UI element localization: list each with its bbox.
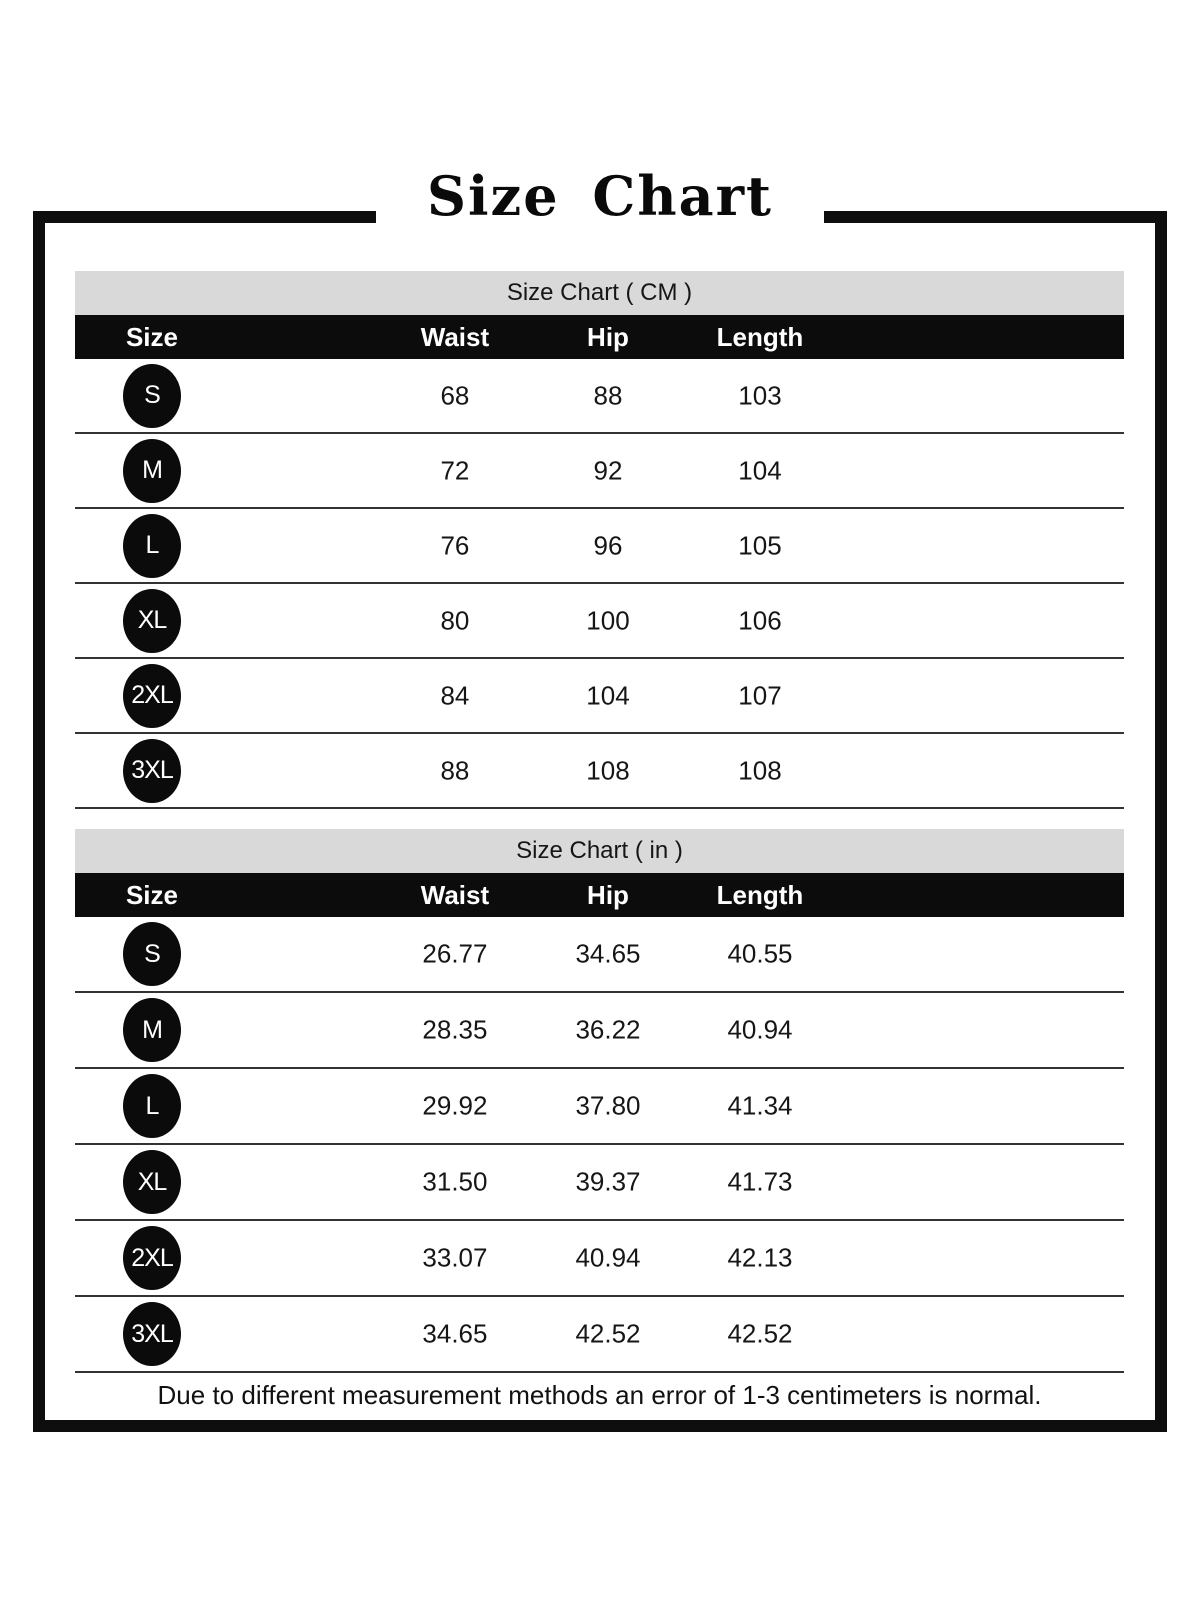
table-row — [75, 434, 1124, 509]
waist-value: 28.35 — [422, 1014, 488, 1045]
waist-value: 29.92 — [422, 1090, 488, 1121]
length-value: 108 — [738, 755, 782, 785]
table-row — [75, 659, 1124, 734]
table-row — [75, 993, 1124, 1069]
table-row — [75, 359, 1124, 434]
length-value: 107 — [738, 680, 782, 710]
waist-value: 33.07 — [422, 1242, 488, 1273]
waist-value: 76 — [440, 530, 470, 560]
column-header-waist: Waist — [420, 321, 490, 352]
hip-value: 96 — [593, 530, 623, 560]
length-value: 106 — [738, 605, 782, 635]
table-row — [75, 734, 1124, 809]
table-row — [75, 584, 1124, 659]
table-row — [75, 1069, 1124, 1145]
table-row — [75, 1297, 1124, 1373]
table-title-in: Size Chart ( in ) — [75, 829, 1124, 873]
size-badge: L — [123, 1074, 181, 1138]
length-value: 40.55 — [727, 938, 793, 969]
length-value: 40.94 — [727, 1014, 793, 1045]
column-header-hip: Hip — [587, 321, 629, 352]
hip-value: 36.22 — [575, 1014, 641, 1045]
size-badge: XL — [123, 589, 181, 653]
hip-value: 104 — [586, 680, 630, 710]
column-header-size: Size — [125, 321, 178, 352]
size-badge: 3XL — [123, 1302, 181, 1366]
hip-value: 40.94 — [575, 1242, 641, 1273]
column-header-length: Length — [716, 321, 804, 352]
size-badge: L — [123, 514, 181, 578]
table-header-cm — [75, 315, 1124, 359]
waist-value: 26.77 — [422, 938, 488, 969]
table-title-cm: Size Chart ( CM ) — [75, 271, 1124, 315]
length-value: 41.34 — [727, 1090, 793, 1121]
footer-note: Due to different measurement methods an error of 1-3 centimeters is normal. — [157, 1380, 1042, 1410]
size-badge: 2XL — [123, 664, 181, 728]
length-value: 103 — [738, 380, 782, 410]
length-value: 42.52 — [727, 1318, 793, 1349]
size-badge: 3XL — [123, 739, 181, 803]
waist-value: 88 — [440, 755, 470, 785]
size-badge: XL — [123, 1150, 181, 1214]
size-badge: S — [123, 922, 181, 986]
hip-value: 108 — [586, 755, 630, 785]
waist-value: 31.50 — [422, 1166, 488, 1197]
hip-value: 92 — [593, 455, 623, 485]
hip-value: 37.80 — [575, 1090, 641, 1121]
waist-value: 34.65 — [422, 1318, 488, 1349]
table-row — [75, 917, 1124, 993]
column-header-length: Length — [716, 879, 804, 910]
size-badge: M — [123, 439, 181, 503]
waist-value: 72 — [440, 455, 470, 485]
hip-value: 42.52 — [575, 1318, 641, 1349]
size-badge: M — [123, 998, 181, 1062]
table-row — [75, 1221, 1124, 1297]
size-badge: 2XL — [123, 1226, 181, 1290]
hip-value: 100 — [586, 605, 630, 635]
waist-value: 68 — [440, 380, 470, 410]
waist-value: 80 — [440, 605, 470, 635]
hip-value: 88 — [593, 380, 623, 410]
column-header-size: Size — [125, 879, 178, 910]
size-badge: S — [123, 364, 181, 428]
length-value: 42.13 — [727, 1242, 793, 1273]
table-row — [75, 509, 1124, 584]
length-value: 41.73 — [727, 1166, 793, 1197]
column-header-hip: Hip — [587, 879, 629, 910]
length-value: 105 — [738, 530, 782, 560]
column-header-waist: Waist — [420, 879, 490, 910]
hip-value: 34.65 — [575, 938, 641, 969]
length-value: 104 — [738, 455, 782, 485]
table-row — [75, 1145, 1124, 1221]
size-table-in — [75, 829, 1124, 1373]
hip-value: 39.37 — [575, 1166, 641, 1197]
waist-value: 84 — [440, 680, 470, 710]
table-header-in — [75, 873, 1124, 917]
size-table-cm — [75, 271, 1124, 809]
page-title: Size Chart — [427, 164, 773, 228]
